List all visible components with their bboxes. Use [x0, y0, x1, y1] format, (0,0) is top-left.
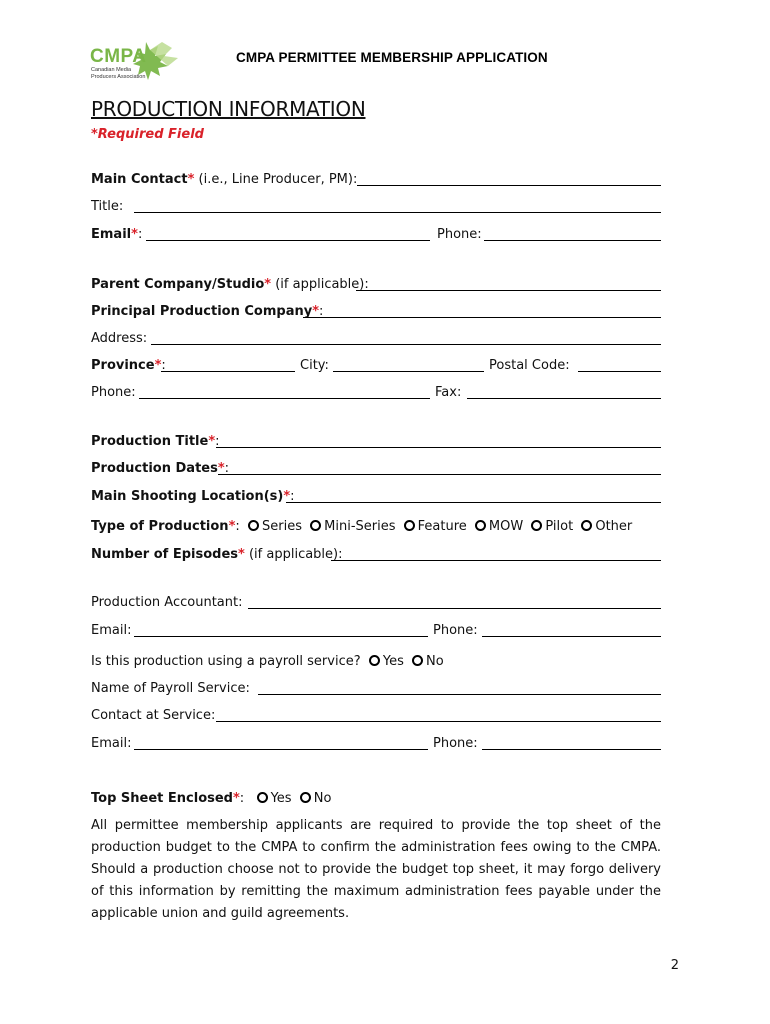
production-title-label: Production Title*:: [91, 434, 220, 449]
production-dates-input[interactable]: [218, 474, 661, 475]
fax-label: Fax:: [435, 385, 462, 400]
payroll-email-input[interactable]: [134, 749, 428, 750]
radio-icon[interactable]: [412, 655, 423, 666]
province-input[interactable]: [161, 371, 295, 372]
accountant-phone-label: Phone:: [433, 623, 478, 638]
radio-icon[interactable]: [369, 655, 380, 666]
city-label: City:: [300, 358, 329, 373]
type-feature-option[interactable]: Feature: [404, 519, 467, 534]
province-label: Province*:: [91, 358, 166, 373]
main-contact-label: Main Contact* (i.e., Line Producer, PM):: [91, 172, 358, 187]
section-title: PRODUCTION INFORMATION: [91, 97, 366, 121]
page-number: 2: [670, 958, 679, 973]
shooting-location-input[interactable]: [286, 502, 661, 503]
radio-icon[interactable]: [581, 520, 592, 531]
radio-icon[interactable]: [248, 520, 259, 531]
principal-company-input[interactable]: [303, 317, 661, 318]
logo-text: CMPA: [90, 46, 147, 67]
top-sheet-no-option[interactable]: No: [300, 791, 332, 806]
logo-subtitle: Canadian Media Producers Association: [91, 67, 146, 80]
type-series-option[interactable]: Series: [248, 519, 302, 534]
accountant-email-label: Email:: [91, 623, 132, 638]
city-input[interactable]: [333, 371, 484, 372]
phone-label: Phone:: [437, 227, 482, 242]
payroll-no-option[interactable]: No: [412, 654, 444, 669]
payroll-contact-input[interactable]: [216, 721, 661, 722]
episodes-label: Number of Episodes* (if applicable):: [91, 547, 343, 562]
required-field-note: *Required Field: [91, 127, 204, 142]
top-sheet-row: Top Sheet Enclosed*: Yes No: [91, 791, 332, 806]
radio-icon[interactable]: [300, 792, 311, 803]
accountant-label: Production Accountant:: [91, 595, 243, 610]
email-input[interactable]: [146, 240, 430, 241]
accountant-input[interactable]: [248, 608, 661, 609]
title-input[interactable]: [134, 212, 661, 213]
production-dates-label: Production Dates*:: [91, 461, 230, 476]
payroll-name-input[interactable]: [258, 694, 661, 695]
type-pilot-option[interactable]: Pilot: [531, 519, 573, 534]
accountant-email-input[interactable]: [134, 636, 428, 637]
payroll-question-row: Is this production using a payroll service? Yes No: [91, 654, 444, 669]
document-title: CMPA PERMITTEE MEMBERSHIP APPLICATION: [236, 50, 548, 65]
parent-company-label: Parent Company/Studio* (if applicable):: [91, 277, 369, 292]
postal-code-label: Postal Code:: [489, 358, 570, 373]
radio-icon[interactable]: [404, 520, 415, 531]
payroll-phone-input[interactable]: [482, 749, 661, 750]
type-mini-series-option[interactable]: Mini-Series: [310, 519, 395, 534]
address-input[interactable]: [151, 344, 661, 345]
top-sheet-paragraph: All permittee membership applicants are required to provide the top sheet of the production budget to the CMPA to confirm the administration fees owing to the CMPA. Should a production choose not to provide the budget top sheet, it may forgo delivery of this information by remitting the maximum administration fees payable under the applicable union and guild agreements.: [91, 818, 661, 921]
principal-company-label: Principal Production Company*:: [91, 304, 324, 319]
production-title-input[interactable]: [216, 447, 661, 448]
radio-icon[interactable]: [531, 520, 542, 531]
payroll-phone-label: Phone:: [433, 736, 478, 751]
radio-icon[interactable]: [310, 520, 321, 531]
company-phone-label: Phone:: [91, 385, 136, 400]
cmpa-logo: [88, 40, 188, 84]
accountant-phone-input[interactable]: [482, 636, 661, 637]
type-other-option[interactable]: Other: [581, 519, 632, 534]
email-label: Email*:: [91, 227, 143, 242]
radio-icon[interactable]: [257, 792, 268, 803]
payroll-name-label: Name of Payroll Service:: [91, 681, 250, 696]
title-label: Title:: [91, 199, 124, 214]
postal-code-input[interactable]: [578, 371, 661, 372]
fax-input[interactable]: [467, 398, 661, 399]
phone-input[interactable]: [484, 240, 661, 241]
payroll-yes-option[interactable]: Yes: [369, 654, 404, 669]
parent-company-input[interactable]: [356, 290, 661, 291]
type-mow-option[interactable]: MOW: [475, 519, 523, 534]
episodes-input[interactable]: [331, 560, 661, 561]
type-of-production-row: Type of Production*: Series Mini-Series Feature MOW Pilot Other: [91, 519, 633, 534]
main-contact-input[interactable]: [357, 185, 661, 186]
payroll-email-label: Email:: [91, 736, 132, 751]
top-sheet-yes-option[interactable]: Yes: [257, 791, 292, 806]
address-label: Address:: [91, 331, 148, 346]
shooting-location-label: Main Shooting Location(s)*:: [91, 489, 295, 504]
radio-icon[interactable]: [475, 520, 486, 531]
payroll-contact-label: Contact at Service:: [91, 708, 216, 723]
company-phone-input[interactable]: [139, 398, 430, 399]
